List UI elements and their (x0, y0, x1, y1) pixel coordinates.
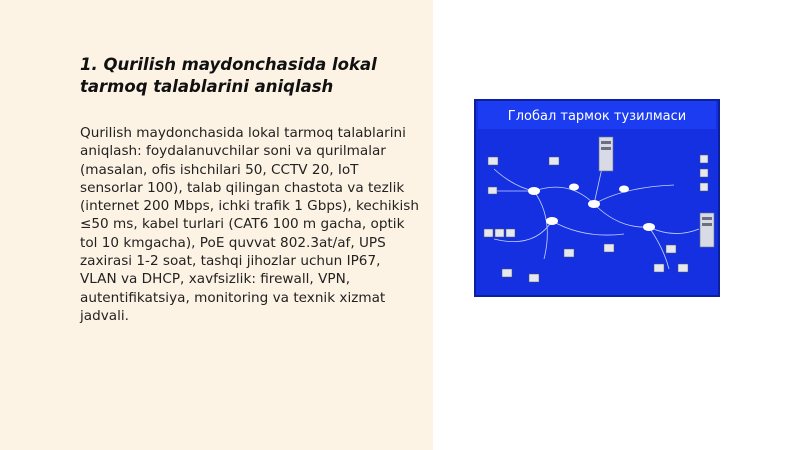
computer-icon (678, 264, 688, 272)
router-node (588, 200, 600, 208)
computer-icon (700, 183, 708, 191)
computer-icon (654, 264, 664, 272)
router-node (528, 187, 540, 195)
network-diagram-image (474, 99, 720, 297)
slide-title: 1. Qurilish maydonchasida lokal tarmoq talablarini aniqlash (80, 55, 377, 96)
computer-icon (564, 249, 574, 257)
computer-icon (484, 229, 493, 237)
server-icon (700, 213, 714, 247)
computer-icon (700, 169, 708, 177)
router-node (546, 217, 558, 225)
computer-icon (506, 229, 515, 237)
computer-icon (502, 269, 512, 277)
computer-icon (666, 245, 676, 253)
computer-icon (604, 244, 614, 252)
router-node (619, 186, 629, 193)
computer-icon (529, 274, 539, 282)
computer-icon (700, 155, 708, 163)
computer-icon (488, 157, 498, 165)
server-icon (599, 137, 613, 171)
computer-icon (495, 229, 504, 237)
computer-icon (488, 187, 497, 194)
network-diagram (474, 99, 720, 297)
router-node (569, 184, 579, 191)
router-node (643, 223, 655, 231)
slide-body-text: Qurilish maydonchasida lokal tarmoq talablarini aniqlash: foydalanuvchilar soni va qurilmalar (masalan, ofis ishchilari 50, CCTV 20, IoT sensorlar 100), talab qilingan chastota va tezlik (internet 200 Mbps, ichki trafik 1 Gbps), kechikish ≤50 ms, kabel turlari (CAT6 100 m gacha, optik tol 10 kmgacha), PoE quvvat 802.3at/af, UPS zaxirasi 1-2 soat, tashqi jihozlar uchun IP67, VLAN va DHCP, xavfsizlik: firewall, VPN, autentifikatsiya, monitoring va texnik xizmat jadvali. (80, 125, 419, 324)
diagram-title: Глобал тармок тузилмаси (507, 109, 687, 124)
computer-icon (549, 157, 559, 165)
